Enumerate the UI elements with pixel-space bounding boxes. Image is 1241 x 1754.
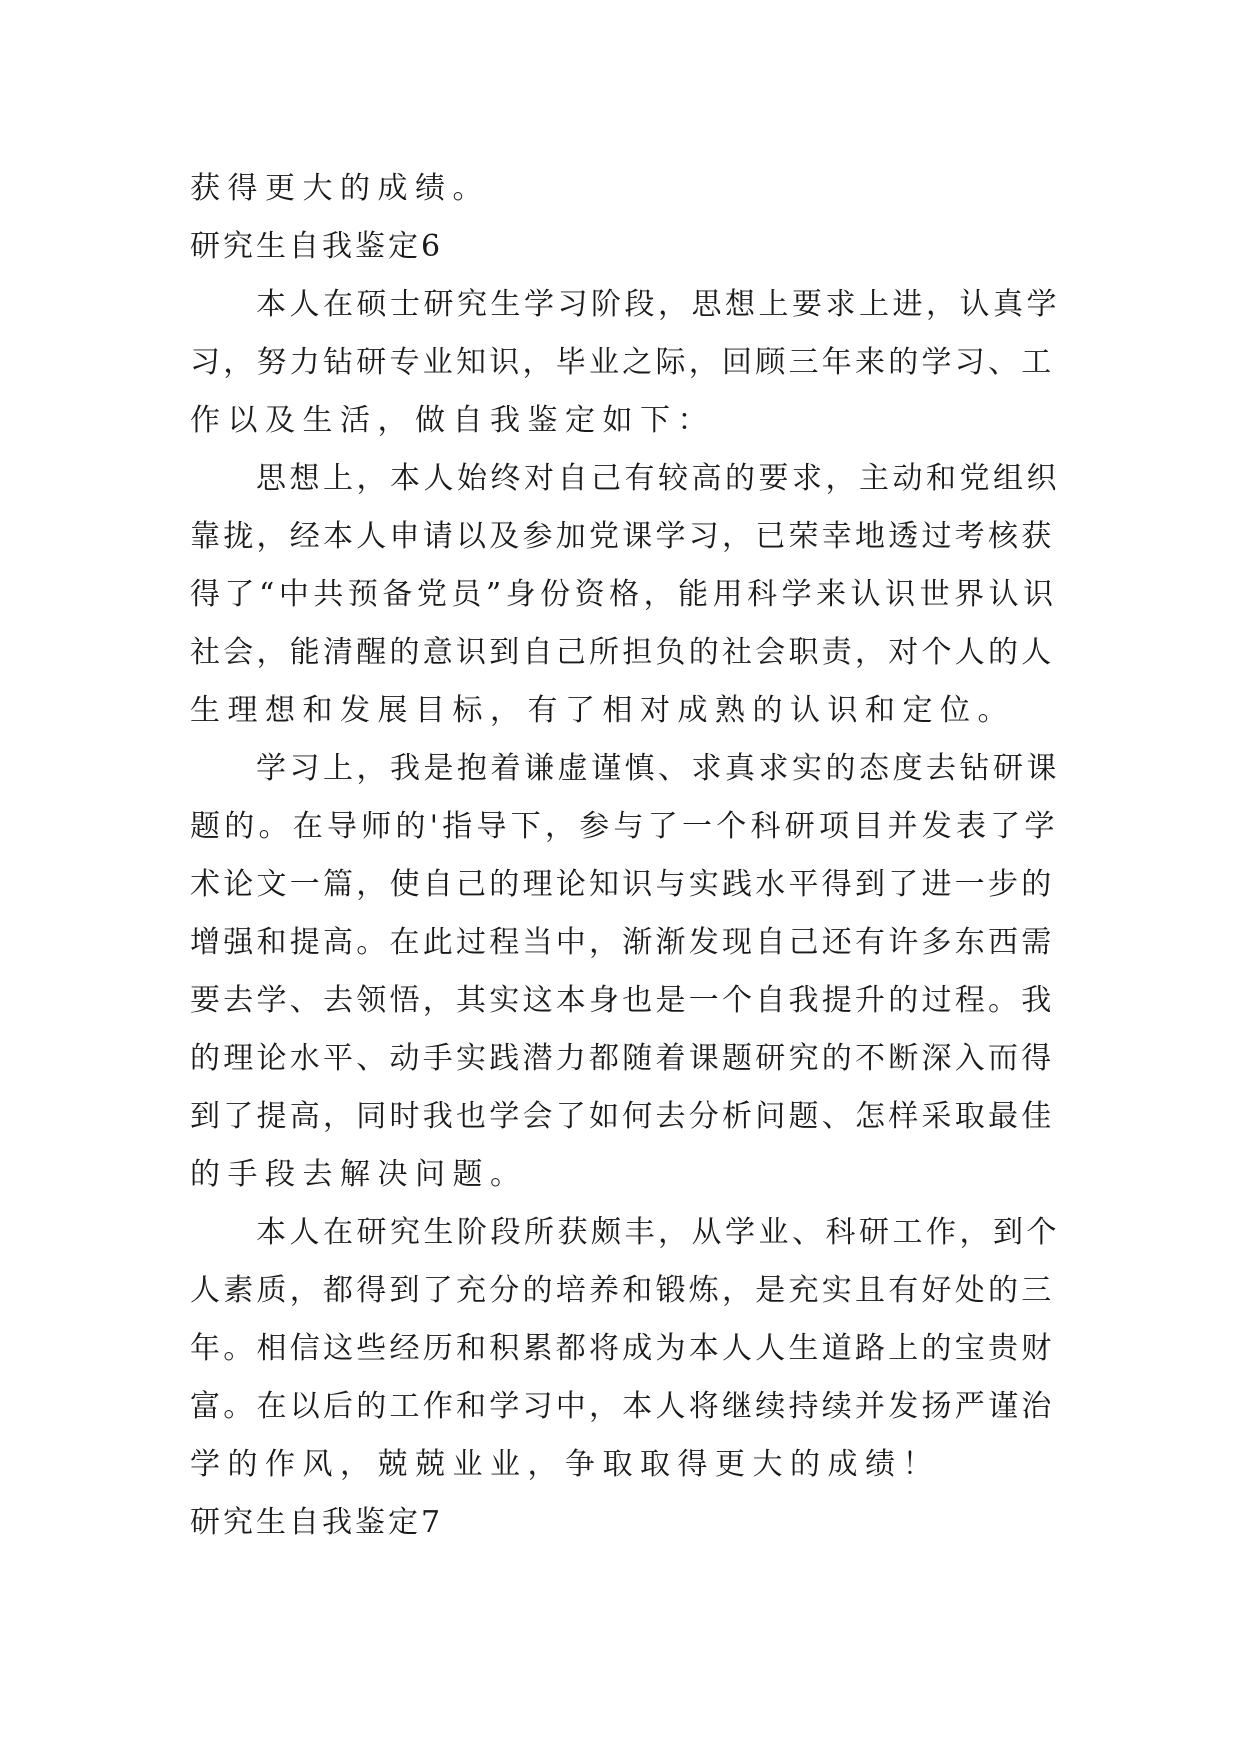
paragraph-line: 本人在硕士研究生学习阶段，思想上要求上进，认真学 <box>256 287 1060 322</box>
paragraph-line: 得了“中共预备党员”身份资格，能用科学来认识世界认识 <box>190 577 1058 612</box>
paragraph-line: 年。相信这些经历和积累都将成为本人人生道路上的宝贵财 <box>190 1331 1055 1366</box>
paragraph-line: 学的作风，兢兢业业，争取取得更大的成绩！ <box>190 1447 940 1482</box>
document-page <box>190 160 1060 1552</box>
section-heading: 研究生自我鉴定7 <box>190 1505 444 1540</box>
paragraph-line: 到了提高，同时我也学会了如何去分析问题、怎样采取最佳 <box>190 1099 1055 1134</box>
paragraph-line: 作以及生活，做自我鉴定如下： <box>190 403 715 438</box>
paragraph-line: 学习上，我是抱着谦虚谨慎、求真求实的态度去钻研课 <box>256 751 1060 786</box>
paragraph-line: 靠拢，经本人申请以及参加党课学习，已荣幸地透过考核获 <box>190 519 1055 554</box>
paragraph-line: 题的。在导师的'指导下，参与了一个科研项目并发表了学 <box>190 809 1059 844</box>
paragraph-line: 富。在以后的工作和学习中，本人将继续持续并发扬严谨治 <box>190 1389 1055 1424</box>
paragraph-line: 术论文一篇，使自己的理论知识与实践水平得到了进一步的 <box>190 867 1055 902</box>
paragraph-line: 人素质，都得到了充分的培养和锻炼，是充实且有好处的三 <box>190 1273 1055 1308</box>
paragraph-line: 的理论水平、动手实践潜力都随着课题研究的不断深入而得 <box>190 1041 1055 1076</box>
paragraph-line: 的手段去解决问题。 <box>190 1157 528 1192</box>
paragraph-line: 获得更大的成绩。 <box>190 171 490 206</box>
paragraph-line: 增强和提高。在此过程当中，渐渐发现自己还有许多东西需 <box>190 925 1055 960</box>
paragraph-line: 习，努力钻研专业知识，毕业之际，回顾三年来的学习、工 <box>190 345 1055 380</box>
paragraph-line: 要去学、去领悟，其实这本身也是一个自我提升的过程。我 <box>190 983 1055 1018</box>
paragraph-line: 本人在研究生阶段所获颇丰，从学业、科研工作，到个 <box>256 1215 1060 1250</box>
section-heading: 研究生自我鉴定6 <box>190 229 444 264</box>
paragraph-line: 生理想和发展目标，有了相对成熟的认识和定位。 <box>190 693 1015 728</box>
paragraph-line: 思想上，本人始终对自己有较高的要求，主动和党组织 <box>256 461 1060 496</box>
paragraph-line: 社会，能清醒的意识到自己所担负的社会职责，对个人的人 <box>190 635 1055 670</box>
